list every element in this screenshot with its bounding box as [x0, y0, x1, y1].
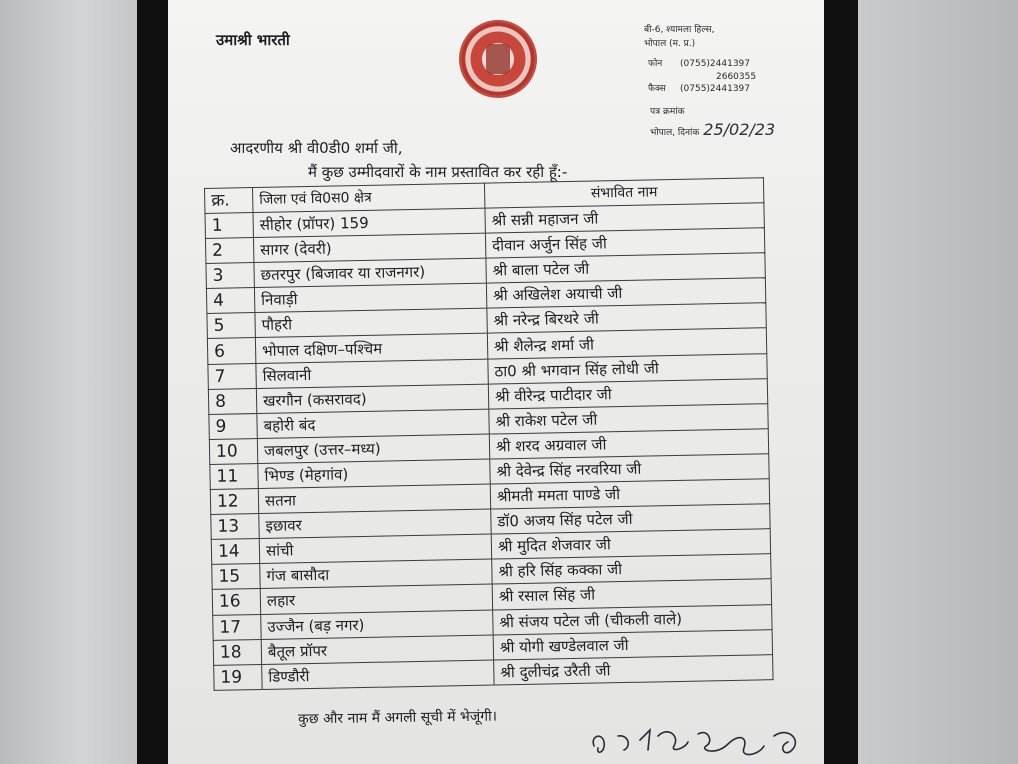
cell-candidate: दीवान अर्जुन सिंह जी: [485, 228, 764, 258]
cell-constituency: सतना: [258, 484, 490, 514]
cell-serial: 14: [211, 539, 259, 565]
address-line-2: भोपाल (म. प्र.): [644, 39, 696, 49]
cell-serial: 8: [208, 388, 256, 414]
header-constituency: जिला एवं वि0स0 क्षेत्र: [253, 183, 485, 212]
footnote: कुछ और नाम मैं अगली सूची में भेजूंगी।: [297, 708, 498, 728]
cell-serial: 9: [209, 413, 257, 439]
cell-constituency: जबलपुर (उत्तर–मध्य): [257, 434, 489, 464]
cell-constituency: भिण्ड (मेहगांव): [258, 459, 490, 489]
background-blur-right: [858, 0, 1018, 764]
cell-serial: 10: [209, 438, 257, 464]
phone-number-1: (0755)2441397: [680, 59, 751, 69]
fax-number: (0755)2441397: [680, 84, 751, 94]
cell-serial: 19: [214, 664, 262, 690]
cell-candidate: ठा0 श्री भगवान सिंह लोधी जी: [488, 353, 767, 383]
cell-candidate: श्री अखिलेश अयाची जी: [486, 278, 765, 308]
cell-candidate: श्री शरद अग्रवाल जी: [489, 429, 768, 459]
cell-serial: 13: [211, 514, 259, 540]
cell-constituency: निवाड़ी: [254, 283, 486, 313]
cell-candidate: श्री संजय पटेल जी (चीकली वाले): [493, 604, 772, 634]
cell-candidate: श्री रसाल सिंह जी: [492, 579, 771, 609]
emblem-core: [486, 44, 510, 74]
phone-number-2: 2660355: [716, 72, 757, 82]
cell-serial: 15: [212, 564, 260, 590]
dispatch-number-label: पत्र क्रमांक: [650, 107, 685, 117]
header-candidate: संभावित नाम: [484, 178, 763, 208]
cell-serial: 17: [213, 614, 261, 640]
cell-constituency: उज्जैन (बड़ नगर): [261, 610, 493, 640]
sender-name: उमाश्री भारती: [216, 31, 290, 49]
cell-serial: 12: [210, 489, 258, 515]
candidate-table: [204, 177, 774, 690]
cell-candidate: श्री दुलीचंद्र उरैती जी: [494, 654, 773, 684]
cell-serial: 2: [205, 238, 253, 264]
letter-page: [168, 0, 824, 764]
cell-serial: 4: [206, 288, 254, 314]
cell-constituency: पौहरी: [255, 308, 487, 338]
header-serial: क्र.: [205, 188, 253, 214]
cell-candidate: श्री वीरेन्द्र पाटीदार जी: [488, 378, 767, 408]
cell-constituency: सीहोर (प्रॉपर) 159: [253, 208, 485, 238]
dateline: [650, 120, 775, 139]
address-line-1: बी-6, श्यामला हिल्स,: [644, 25, 715, 35]
cell-constituency: सिलवानी: [256, 359, 488, 389]
cell-constituency: खरगौन (कसरावद): [256, 384, 488, 414]
salutation: आदरणीय श्री वी0डी0 शर्मा जी,: [230, 139, 403, 157]
fax-label: फैक्स: [648, 84, 666, 94]
cell-serial: 6: [207, 338, 255, 364]
cell-serial: 1: [205, 213, 253, 239]
cell-candidate: श्री योगी खण्डेलवाल जी: [493, 629, 772, 659]
cell-serial: 16: [212, 589, 260, 615]
cell-constituency: गंज बासौदा: [260, 559, 492, 589]
cell-candidate: श्री हरि सिंह कक्का जी: [492, 554, 771, 584]
cell-serial: 3: [206, 263, 254, 289]
emblem-icon: [461, 22, 535, 96]
cell-serial: 7: [208, 363, 256, 389]
cell-candidate: श्री बाला पटेल जी: [486, 253, 765, 283]
cell-candidate: श्री नरेन्द्र बिरथरे जी: [487, 303, 766, 333]
cell-candidate: श्री शैलेन्द्र शर्मा जी: [487, 328, 766, 358]
cell-constituency: डिण्डौरी: [262, 660, 494, 690]
letter-date: 25/02/23: [703, 120, 776, 139]
cell-serial: 5: [207, 313, 255, 339]
background-blur-left: [0, 0, 137, 764]
cell-constituency: सांची: [259, 534, 491, 564]
cell-constituency: लहार: [260, 584, 492, 614]
cell-constituency: इछावर: [259, 509, 491, 539]
cell-constituency: भोपाल दक्षिण–पश्चिम: [255, 334, 487, 364]
cell-candidate: श्रीमती ममता पाण्डे जी: [490, 479, 769, 509]
signature-icon: [588, 706, 808, 762]
phone-label: फोन: [648, 59, 663, 69]
cell-constituency: बहोरी बंद: [257, 409, 489, 439]
table-body: [205, 203, 773, 690]
cell-constituency: छतरपुर (बिजावर या राजनगर): [254, 258, 486, 288]
cell-candidate: श्री राकेश पटेल जी: [489, 403, 768, 433]
cell-serial: 18: [213, 639, 261, 665]
cell-serial: 11: [210, 463, 258, 489]
date-label: भोपाल, दिनांक: [650, 128, 700, 138]
intro-text: मैं कुछ उम्मीदवारों के नाम प्रस्तावित कर रही हूँ:-: [308, 163, 568, 181]
cell-candidate: श्री देवेन्द्र सिंह नरवरिया जी: [490, 454, 769, 484]
cell-constituency: बैतूल प्रॉपर: [261, 635, 493, 665]
cell-candidate: श्री मुदित शेजवार जी: [491, 529, 770, 559]
cell-candidate: डॉ0 अजय सिंह पटेल जी: [491, 504, 770, 534]
cell-candidate: श्री सन्नी महाजन जी: [485, 203, 764, 233]
cell-constituency: सागर (देवरी): [253, 233, 485, 263]
